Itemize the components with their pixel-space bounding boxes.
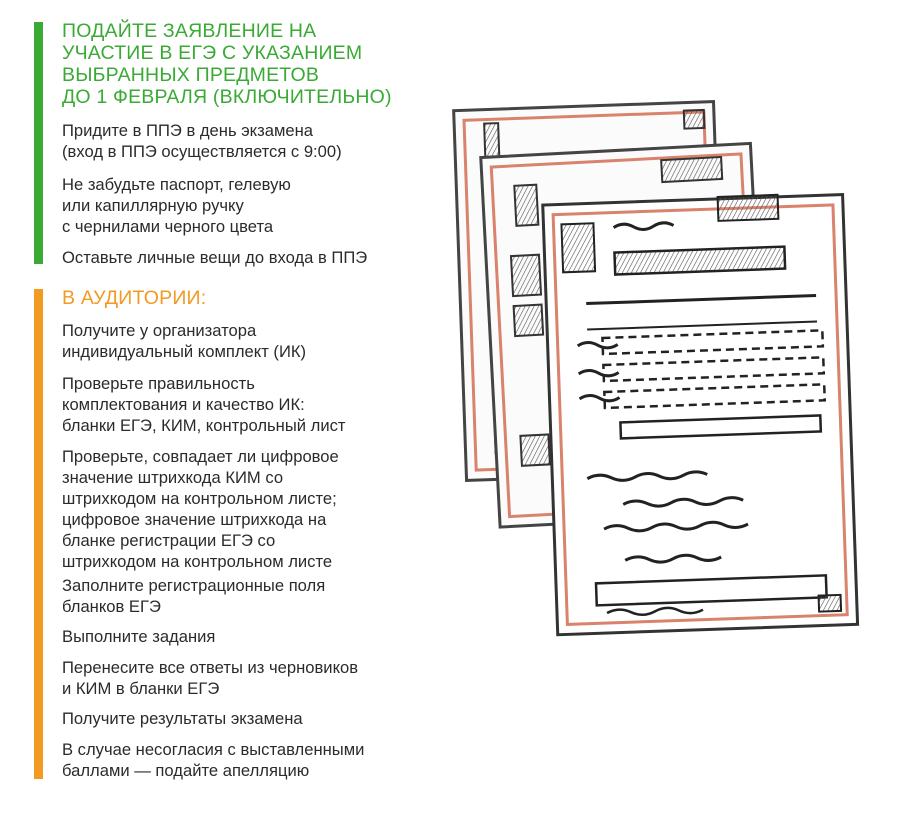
list-item: Оставьте личные вещи до входа в ППЭ [62,248,368,267]
green-accent-bar [34,22,43,264]
list-item: Придите в ППЭ в день экзамена (вход в ППЭ осуществляется с 9:00) [62,121,342,161]
list-item: Заполните регистрационные поля бланков ЕГЭ [62,576,326,616]
list-item: Проверьте правильность комплектования и качество ИК: бланки ЕГЭ, КИМ, контрольный лист [62,374,346,435]
exam-forms-sketch-icon [440,90,880,650]
section-heading-classroom: В АУДИТОРИИ: [62,287,207,309]
list-item: Получите результаты экзамена [62,709,303,728]
list-item: Выполните задания [62,627,216,646]
list-item: Не забудьте паспорт, гелевую или капиллярную ручку с чернилами черного цвета [62,175,291,236]
list-item: Получите у организатора индивидуальный комплект (ИК) [62,321,307,361]
list-item: Проверьте, совпадает ли цифровое значение штрихкода КИМ со штрихкодом на контрольном листе; цифровое значение штрихкода на бланке регистрации ЕГЭ со штрихкодом на контрольном листе [62,447,339,571]
list-item: В случае несогласия с выставленными баллами — подайте апелляцию [62,740,365,780]
section-in-classroom [34,289,434,779]
section-heading-apply: ПОДАЙТЕ ЗАЯВЛЕНИЕ НА УЧАСТИЕ В ЕГЭ С УКАЗАНИЕМ ВЫБРАННЫХ ПРЕДМЕТОВ ДО 1 ФЕВРАЛЯ (ВКЛЮЧИТЕЛЬНО) [62,20,392,108]
orange-accent-bar [34,289,43,779]
section-before-exam [34,20,434,267]
list-item: Перенесите все ответы из черновиков и КИМ в бланки ЕГЭ [62,658,359,698]
front-sheet [543,193,858,635]
